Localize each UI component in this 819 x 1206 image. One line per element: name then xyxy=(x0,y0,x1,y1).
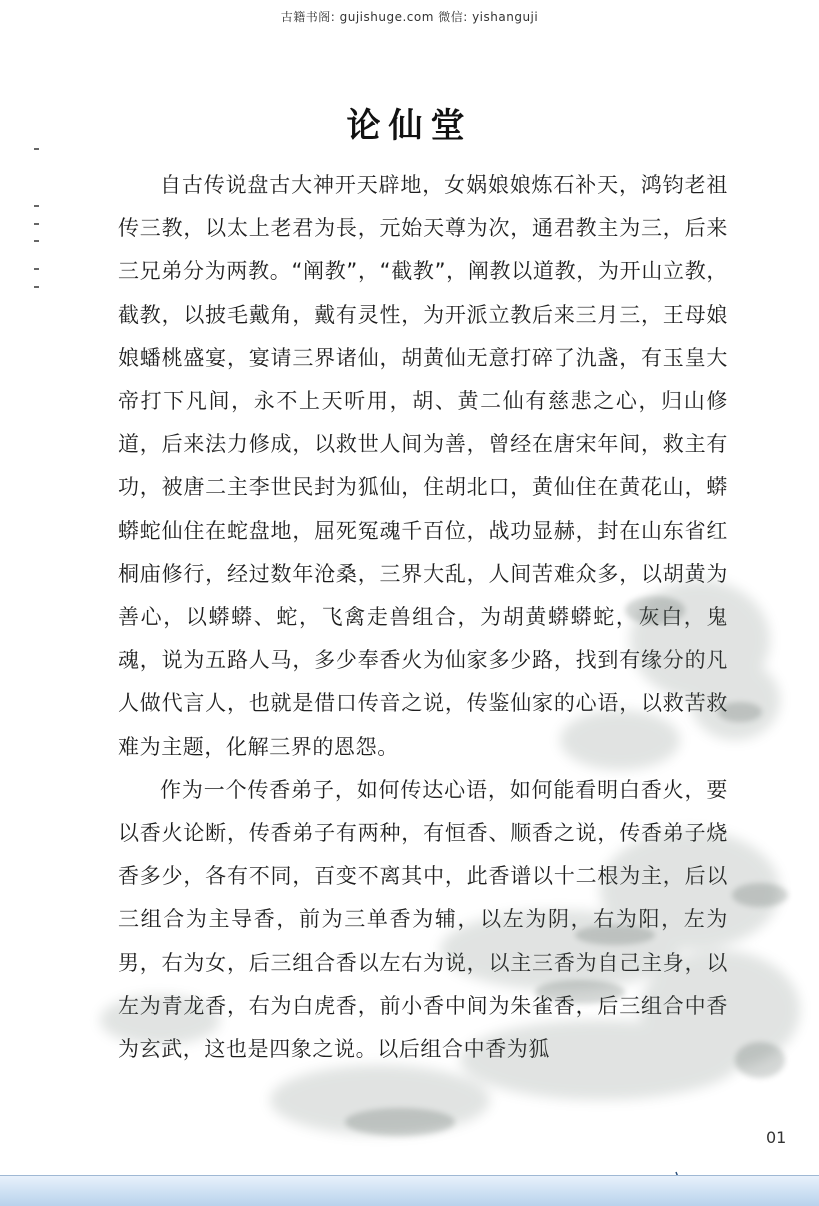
margin-mark xyxy=(34,223,39,225)
margin-mark xyxy=(34,286,39,288)
page-title: 论仙堂 xyxy=(346,106,473,146)
paragraph-1: 自古传说盘古大神开天辟地，女娲娘娘炼石补天，鸿钧老祖传三教，以太上老君为長，元始天尊为次，通君教主为三，后来三兄弟分为两教。“阐教”，“截教”，阐教以道教，为开山立教，截教，以披毛戴角，戴有灵性，为开派立教后来三月三，王母娘娘蟠桃盛宴，宴请三界诸仙，胡黄仙无意打碎了氿盏，有玉皇大帝打下凡间，永不上天听用，胡、黄二仙有慈悲之心，归山修道，后来法力修成，以救世人间为善，曾经在唐宋年间，救主有功，被唐二主李世民封为狐仙，住胡北口，黄仙住在黄花山，蟒蟒蛇仙住在蛇盘地，屈死冤魂千百位，战功显赫，封在山东省红桐庙修行，经过数年沧桑，三界大乱，人间苦难众多，以胡黄为善心，以蟒蟒、蛇，飞禽走兽组合，为胡黄蟒蟒蛇，灰白，鬼魂，说为五路人马，多少奉香火为仙家多少路，找到有缘分的凡人做代言人，也就是借口传音之说，传鉴仙家的心语，以救苦救难为主题，化解三界的恩怨。 xyxy=(118,173,728,759)
margin-mark xyxy=(34,148,39,150)
paragraph-2: 作为一个传香弟子，如何传达心语，如何能看明白香火，要以香火论断，传香弟子有两种，有恒香、顺香之说，传香弟子烧香多少，各有不同，百变不离其中，此香谱以十二根为主，后以三组合为主导香，前为三单香为辅，以左为阴，右为阳，左为男，右为女，后三组合香以左右为说，以主三香为自己主身，以左为青龙香，右为白虎香，前小香中间为朱雀香，后三组合中香为玄武，这也是四象之说。以后组合中香为狐 xyxy=(118,777,728,1062)
source-banner: 古籍书阁: gujishuge.com 微信: yishanguji xyxy=(280,10,539,24)
margin-mark xyxy=(34,240,39,242)
margin-mark xyxy=(34,205,39,207)
margin-mark xyxy=(34,268,39,270)
page-number: 01 xyxy=(766,1128,787,1147)
bottom-color-strip xyxy=(0,1176,819,1206)
article-body xyxy=(118,164,728,1071)
